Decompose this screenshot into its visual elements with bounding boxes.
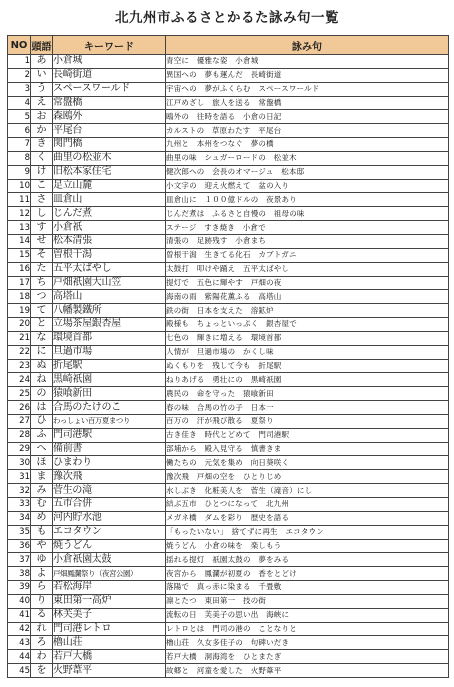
document-title: 北九州市ふるさとかるた詠み句一覧 [115,10,339,26]
row-keyword: 備前書 [53,442,166,456]
row-kana: わ [31,650,53,664]
table-row [8,193,449,207]
row-keyword: 林芙美子 [53,608,166,622]
row-ku: 働たちの 元気を集め 向日葵咲く [166,456,449,470]
row-number: 44 [8,650,31,664]
row-kana: よ [31,567,53,581]
row-kana: ろ [31,636,53,650]
row-ku: 故郷と 河童を愛した 火野葦平 [166,664,449,678]
row-number: 38 [8,567,31,581]
table-row [8,221,449,235]
row-keyword: 旦過市場 [53,345,166,359]
table-row [8,68,449,82]
row-kana: く [31,151,53,165]
row-ku: メガネ橋 ダムを彩り 歴史を語る [166,511,449,525]
column-header-no: NO [8,36,31,55]
table-row [8,359,449,373]
column-header-keyword: キーワード [53,36,166,55]
row-number: 14 [8,234,31,248]
row-kana: こ [31,179,53,193]
row-ku: レトロとは 門司の港の ことなりと [166,622,449,636]
row-keyword: 小倉祇 [53,221,166,235]
row-keyword: 皿倉山 [53,193,166,207]
row-ku: 異国への 夢も運んだ 長崎街道 [166,68,449,82]
table-body [8,55,449,678]
row-number: 32 [8,484,31,498]
table-row [8,525,449,539]
row-kana: も [31,525,53,539]
row-ku: 春の味 合馬の竹の子 日本一 [166,401,449,415]
row-number: 29 [8,442,31,456]
row-ku: 夜宮から 鳳瀾が初夏の 香をとどけ [166,567,449,581]
row-ku: 揺れる提灯 祇園太鼓の 夢をみる [166,553,449,567]
row-kana: て [31,304,53,318]
table-row [8,622,449,636]
row-kana: み [31,484,53,498]
row-keyword: 戸畑祇園大山笠 [53,276,166,290]
table-row [8,539,449,553]
row-keyword: 豫次飛 [53,470,166,484]
row-keyword: 河内貯水池 [53,511,166,525]
row-keyword: 若松海岸 [53,581,166,595]
row-number: 10 [8,179,31,193]
row-number: 23 [8,359,31,373]
table-row [8,179,449,193]
table-row [8,110,449,124]
row-number: 11 [8,193,31,207]
row-keyword: 松本清張 [53,234,166,248]
row-keyword: 焼うどん [53,539,166,553]
row-number: 26 [8,401,31,415]
row-keyword: 常盤橋 [53,96,166,110]
row-number: 3 [8,82,31,96]
row-number: 34 [8,511,31,525]
row-number: 2 [8,68,31,82]
column-header-kana: 頭語 [31,36,53,55]
row-kana: な [31,331,53,345]
row-number: 42 [8,622,31,636]
row-keyword: 関門橋 [53,138,166,152]
row-number: 22 [8,345,31,359]
row-kana: や [31,539,53,553]
row-keyword: 長崎街道 [53,68,166,82]
row-kana: れ [31,622,53,636]
karuta-table [7,35,449,678]
row-number: 30 [8,456,31,470]
row-ku: 曽根干潟 生きてる化石 カブトガニ [166,248,449,262]
row-number: 35 [8,525,31,539]
row-ku: 皿倉山に １００億ドルの 夜景あり [166,193,449,207]
table-row [8,276,449,290]
table-row [8,511,449,525]
row-kana: は [31,401,53,415]
row-number: 6 [8,124,31,138]
row-kana: を [31,664,53,678]
row-keyword: 旧松本家住宅 [53,165,166,179]
row-number: 16 [8,262,31,276]
row-keyword: 櫓山荘 [53,636,166,650]
row-number: 18 [8,290,31,304]
row-number: 8 [8,151,31,165]
table-row [8,553,449,567]
row-kana: り [31,594,53,608]
row-kana: と [31,318,53,332]
row-ku: じんだ煮は ふるさと自慢の 祖母の味 [166,207,449,221]
row-keyword: 立場茶屋銀杏屋 [53,318,166,332]
table-row [8,636,449,650]
row-number: 20 [8,318,31,332]
row-number: 45 [8,664,31,678]
row-kana: る [31,608,53,622]
row-kana: ぬ [31,359,53,373]
row-ku: 鉄の街 日本を支えた 溶鉱炉 [166,304,449,318]
row-keyword: 合馬のたけのこ [53,401,166,415]
table-row [8,498,449,512]
row-ku: 九州と 本州をつなぐ 夢の橋 [166,138,449,152]
row-ku: 水しぶき 化粧美人を 菅生（滝音）にし [166,484,449,498]
row-ku: 江戸めざし 旅人を送る 常盤橋 [166,96,449,110]
row-number: 7 [8,138,31,152]
row-number: 43 [8,636,31,650]
row-kana: い [31,68,53,82]
row-ku: 七色の 輝きに増える 環境首都 [166,331,449,345]
row-number: 4 [8,96,31,110]
row-ku: 百万の 汗が飛び散る 夏祭り [166,414,449,428]
row-kana: に [31,345,53,359]
row-number: 39 [8,581,31,595]
row-ku: 青空に 優雅な姿 小倉城 [166,55,449,69]
table-row [8,207,449,221]
row-ku: 小文字の 迎え火燃えて 盆の入り [166,179,449,193]
row-ku: 宇宙への 夢がふくらむ スペースワールド [166,82,449,96]
row-number: 15 [8,248,31,262]
row-keyword: 門司港レトロ [53,622,166,636]
row-keyword: 菅生の滝 [53,484,166,498]
table-row [8,331,449,345]
table-row [8,664,449,678]
row-kana: え [31,96,53,110]
row-keyword: 若戸大橋 [53,650,166,664]
row-ku: 焼うどん 小倉の味を 楽しもう [166,539,449,553]
row-ku: 清張の 足跡残す 小倉まち [166,234,449,248]
row-kana: き [31,138,53,152]
row-kana: お [31,110,53,124]
row-keyword: 森鴎外 [53,110,166,124]
column-header-ku: 詠み句 [166,36,449,55]
table-row [8,124,449,138]
row-keyword: 曽根干潟 [53,248,166,262]
table-row [8,345,449,359]
row-keyword: 折尾駅 [53,359,166,373]
row-kana: し [31,207,53,221]
table-row [8,387,449,401]
row-keyword: 小倉祇園太鼓 [53,553,166,567]
row-keyword: 五市合併 [53,498,166,512]
row-number: 27 [8,414,31,428]
row-kana: ひ [31,414,53,428]
row-ku: ぬくもりを 残して今も 折尾駅 [166,359,449,373]
row-number: 36 [8,539,31,553]
row-kana: ふ [31,428,53,442]
row-ku: 海南の雨 紫陽花薫ふる 高塔山 [166,290,449,304]
row-ku: 殿様も ちょっといっぷく 銀杏屋で [166,318,449,332]
table-row [8,442,449,456]
row-kana: そ [31,248,53,262]
row-number: 13 [8,221,31,235]
row-keyword: 小倉城 [53,55,166,69]
row-keyword: ひまわり [53,456,166,470]
row-ku: ねりあげる 勇壮にの 黒崎祇園 [166,373,449,387]
row-ku: 豫次飛 戸畑の空を ひとりじめ [166,470,449,484]
header-row [8,36,449,55]
row-ku: カルストの 草原わたす 平尾台 [166,124,449,138]
row-number: 25 [8,387,31,401]
table-row [8,318,449,332]
row-number: 28 [8,428,31,442]
row-number: 33 [8,498,31,512]
table-row [8,414,449,428]
row-keyword: 平尾台 [53,124,166,138]
table-row [8,248,449,262]
row-keyword: 五平太ばやし [53,262,166,276]
row-keyword: 高塔山 [53,290,166,304]
row-ku: 部埔から 殿入見守る 慎書きま [166,442,449,456]
table-row [8,290,449,304]
table-row [8,373,449,387]
row-keyword: エコタウン [53,525,166,539]
row-ku: 鴎外の 往時を語る 小倉の日記 [166,110,449,124]
row-keyword: 火野葦平 [53,664,166,678]
row-kana: へ [31,442,53,456]
row-ku: 人情が 旦過市場の かくし味 [166,345,449,359]
table-row [8,428,449,442]
row-keyword: 戸畑鳳瀾祭り（夜宮公園） [53,567,166,581]
row-keyword: 曲里の松並木 [53,151,166,165]
row-number: 31 [8,470,31,484]
table-row [8,650,449,664]
row-keyword: 黒崎祇園 [53,373,166,387]
row-kana: あ [31,55,53,69]
row-kana: ま [31,470,53,484]
row-ku: 流転の日 芙美子の思い出 海峡に [166,608,449,622]
row-kana: け [31,165,53,179]
table-row [8,82,449,96]
row-number: 12 [8,207,31,221]
table-row [8,55,449,69]
row-kana: ち [31,276,53,290]
table-row [8,96,449,110]
table-row [8,581,449,595]
row-ku: 落陽で 真っ赤に染まる 千畳敷 [166,581,449,595]
row-keyword: じんだ煮 [53,207,166,221]
row-keyword: 東田第一高炉 [53,594,166,608]
table-row [8,484,449,498]
row-kana: う [31,82,53,96]
table-row [8,456,449,470]
row-ku: 健次郎への 会長のオマージュ 松本邸 [166,165,449,179]
row-kana: ほ [31,456,53,470]
table-row [8,262,449,276]
row-kana: む [31,498,53,512]
row-number: 24 [8,373,31,387]
table-row [8,594,449,608]
row-kana: す [31,221,53,235]
row-keyword: 足立山麓 [53,179,166,193]
row-ku: 結ぶ五市 ひとつになって 北九州 [166,498,449,512]
row-number: 17 [8,276,31,290]
table-row [8,470,449,484]
row-keyword: 環境首都 [53,331,166,345]
row-kana: ね [31,373,53,387]
row-number: 9 [8,165,31,179]
row-number: 21 [8,331,31,345]
row-keyword: わっしょい百万夏まつり [53,414,166,428]
row-ku: 曲里の味 シュガーロードの 松並木 [166,151,449,165]
row-ku: 若戸大橋 洞海湾を ひとまたぎ [166,650,449,664]
row-ku: 櫓山荘 久女多佳子の 句碑いだき [166,636,449,650]
table-row [8,567,449,581]
row-number: 41 [8,608,31,622]
table-row [8,234,449,248]
row-ku: 「もったいない」 捨てずに再生 エコタウン [166,525,449,539]
table-row [8,138,449,152]
table-row [8,304,449,318]
row-keyword: 門司港駅 [53,428,166,442]
row-number: 1 [8,55,31,69]
table-row [8,401,449,415]
row-number: 19 [8,304,31,318]
row-kana: さ [31,193,53,207]
row-kana: ゆ [31,553,53,567]
row-keyword: 猿喰新田 [53,387,166,401]
row-ku: 提灯で 五色に輝やす 戸畑の夜 [166,276,449,290]
table-row [8,151,449,165]
row-ku: ステージ すき焼き 小倉で [166,221,449,235]
row-kana: の [31,387,53,401]
row-keyword: スペースワールド [53,82,166,96]
row-ku: 古き佳き 時代とどめて 門司港駅 [166,428,449,442]
row-keyword: 八幡製鐵所 [53,304,166,318]
row-kana: せ [31,234,53,248]
row-ku: 農民の 命を守った 猿喰新田 [166,387,449,401]
row-kana: か [31,124,53,138]
row-number: 37 [8,553,31,567]
row-number: 5 [8,110,31,124]
row-kana: ら [31,581,53,595]
row-ku: 太鼓打 叩けや踊え 五平太ばやし [166,262,449,276]
table-row [8,165,449,179]
row-kana: め [31,511,53,525]
table-row [8,608,449,622]
row-number: 40 [8,594,31,608]
row-ku: 凛とたつ 東田第一 技の街 [166,594,449,608]
row-kana: つ [31,290,53,304]
row-kana: た [31,262,53,276]
